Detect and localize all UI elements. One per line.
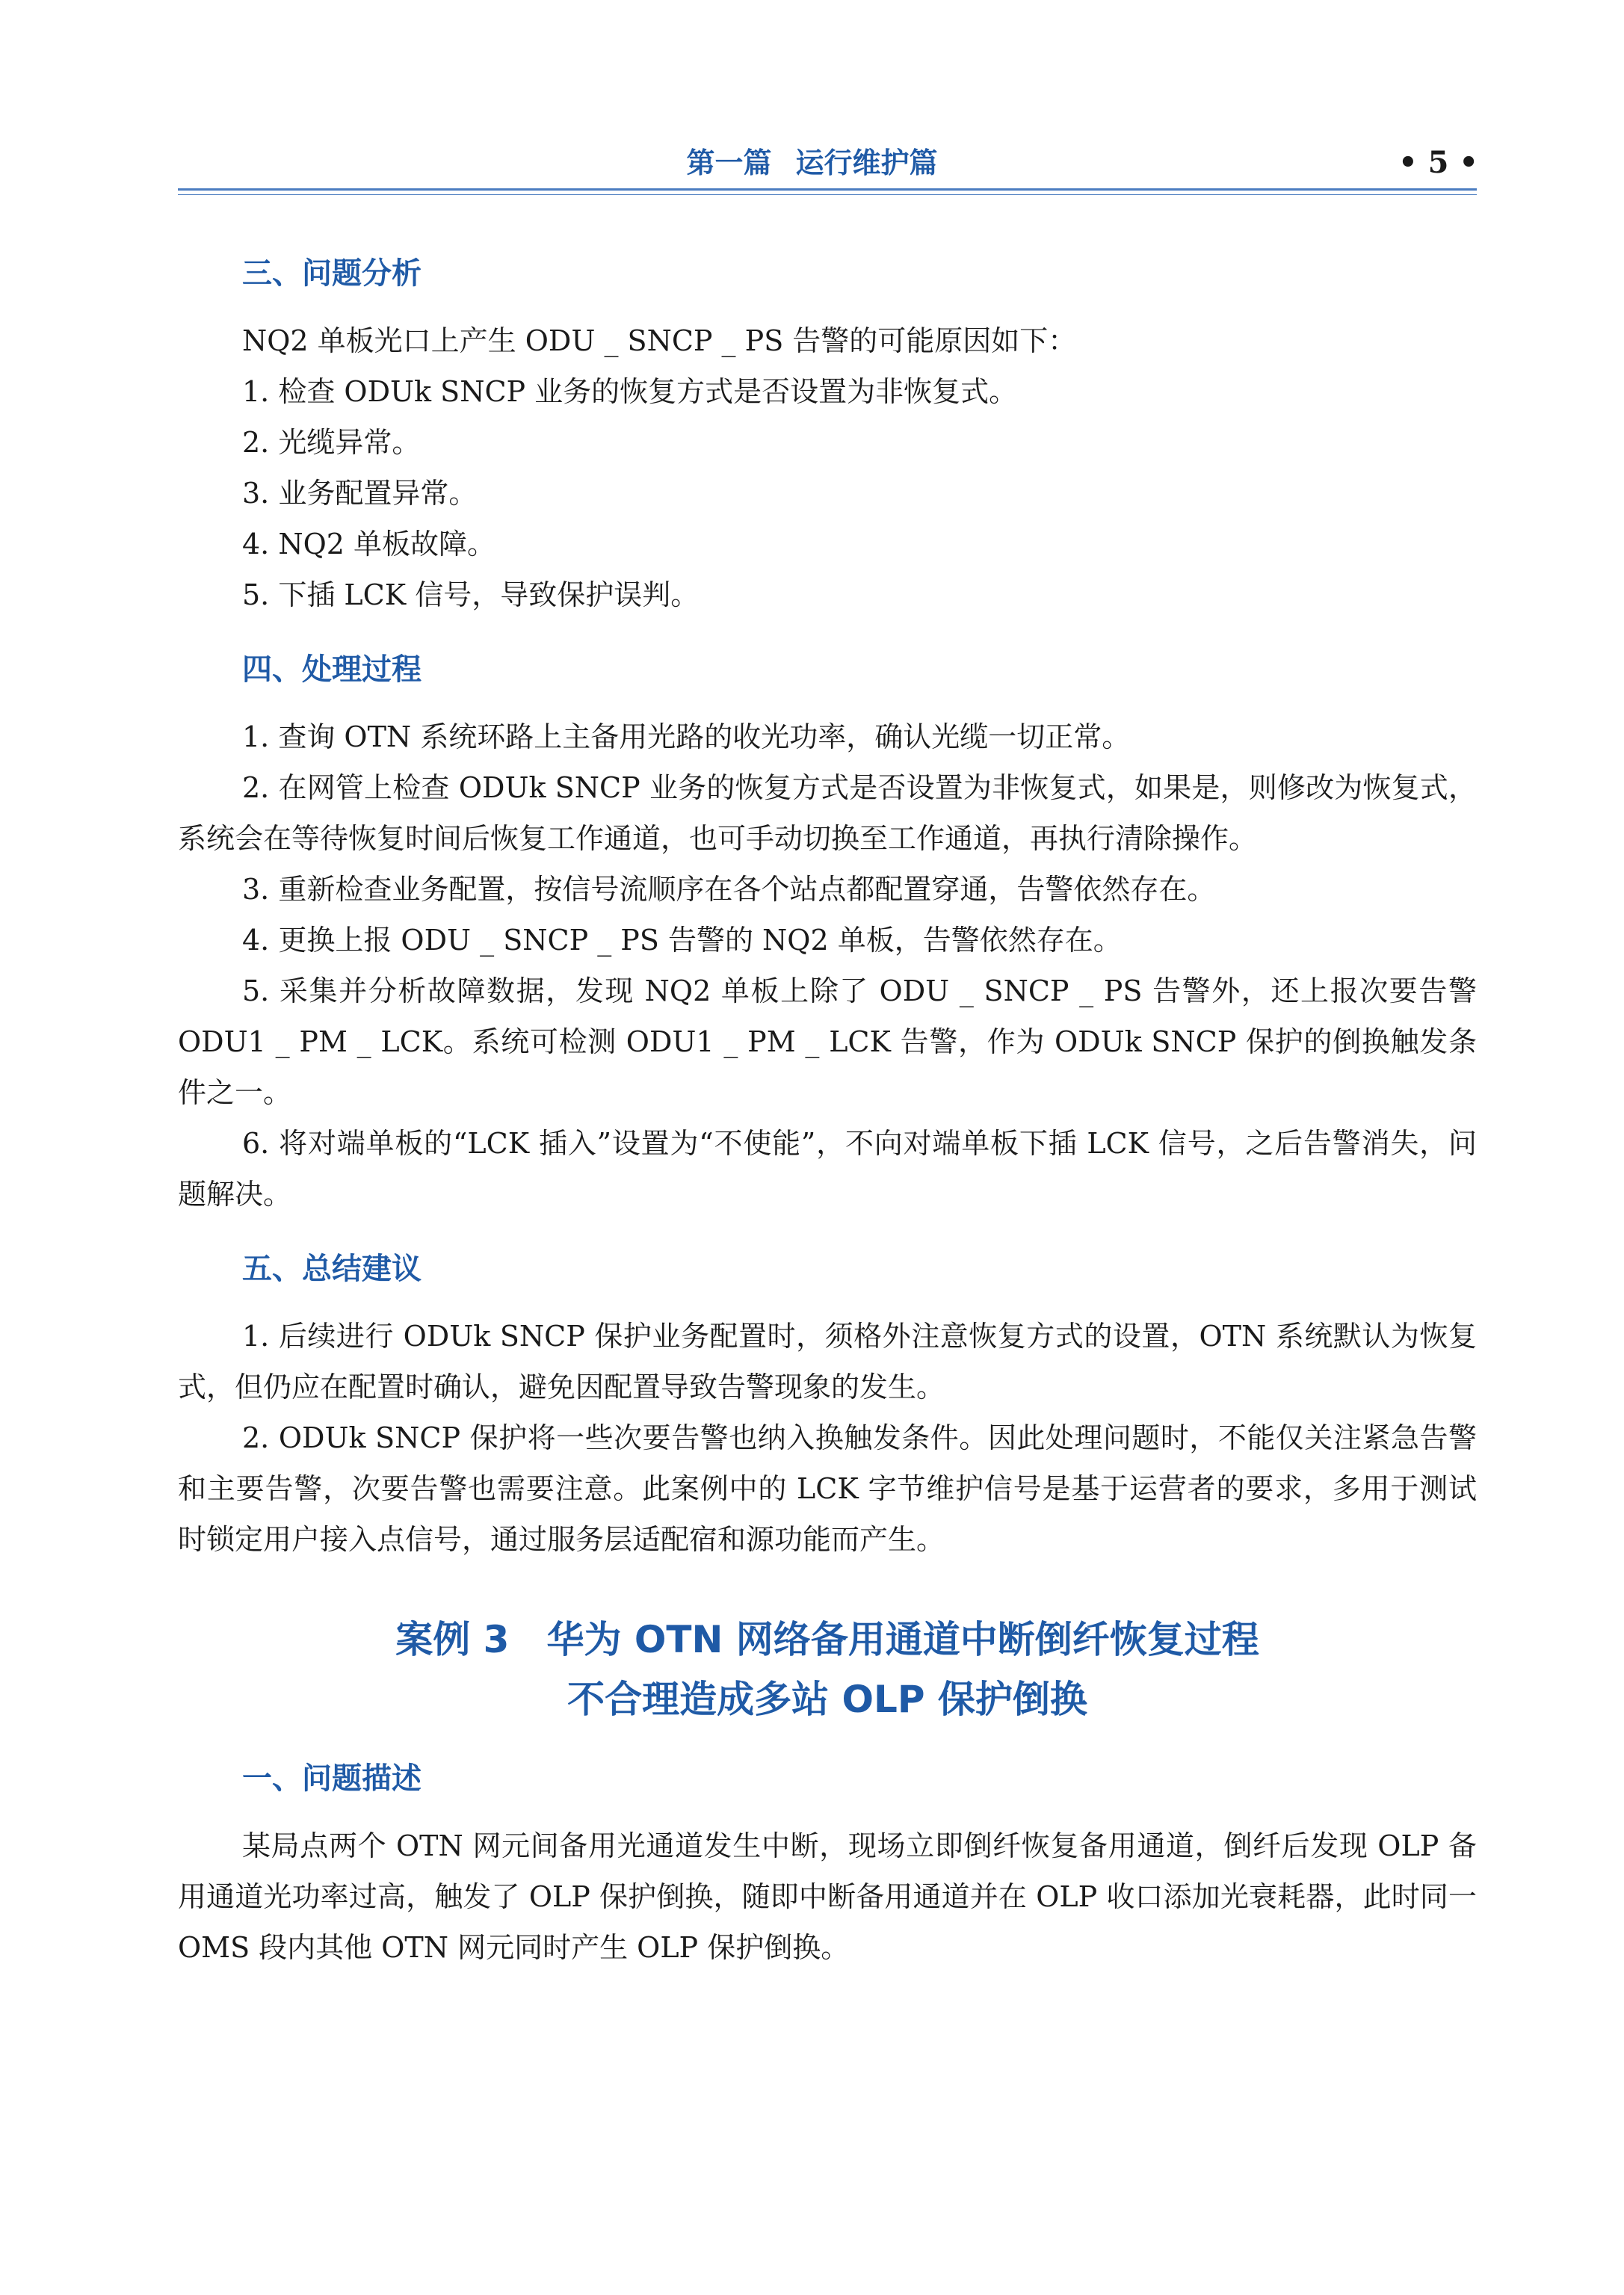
analysis-intro: NQ2 单板光口上产生 ODU _ SNCP _ PS 告警的可能原因如下： — [242, 324, 1077, 357]
case-title-line-2: 不合理造成多站 OLP 保护倒换 — [567, 1678, 1087, 1721]
summary-item-2: 2. ODUk SNCP 保护将一些次要告警也纳入换触发条件。因此处理问题时，不能仅关注紧急告警和主要告警，次要告警也需要注意。此案例中的 LCK 字节维护信号是基于运营者的要求，多用于测试时锁定用户接入点信号，通过服务层适配宿和源功能而产生。 — [178, 1421, 1477, 1556]
process-item-6: 6. 将对端单板的“LCK 插入”设置为“不使能”，不向对端单板下插 LCK 信号，之后告警消失，问题解决。 — [178, 1127, 1477, 1211]
analysis-item-4: 4. NQ2 单板故障。 — [242, 528, 495, 560]
page-number: • 5 • — [1398, 145, 1478, 180]
analysis-item-3: 3. 业务配置异常。 — [242, 477, 478, 510]
process-item-2: 2. 在网管上检查 ODUk SNCP 业务的恢复方式是否设置为非恢复式，如果是，则修改为恢复式，系统会在等待恢复时间后恢复工作通道，也可手动切换至工作通道，再执行清除操作。 — [178, 771, 1477, 855]
section-heading-analysis: 三、问题分析 — [242, 256, 422, 291]
section-heading-process: 四、处理过程 — [242, 652, 422, 687]
analysis-item-2: 2. 光缆异常。 — [242, 426, 421, 459]
analysis-item-1: 1. 检查 ODUk SNCP 业务的恢复方式是否设置为非恢复式。 — [242, 375, 1018, 408]
case-title — [178, 1610, 1477, 1729]
header-rule-thick — [178, 188, 1477, 191]
case-title-line-1: 案例 3 华为 OTN 网络备用通道中断倒纤恢复过程 — [395, 1618, 1259, 1661]
analysis-item-5: 5. 下插 LCK 信号，导致保护误判。 — [242, 578, 700, 611]
header-part: 第一篇 — [686, 146, 772, 179]
process-item-3: 3. 重新检查业务配置，按信号流顺序在各个站点都配置穿通，告警依然存在。 — [242, 873, 1216, 906]
running-header — [0, 142, 1624, 184]
process-item-4: 4. 更换上报 ODU _ SNCP _ PS 告警的 NQ2 单板，告警依然存在。 — [242, 924, 1122, 957]
process-item-5: 5. 采集并分析故障数据，发现 NQ2 单板上除了 ODU _ SNCP _ PS 告警外，还上报次要告警 ODU1 _ PM _ LCK。系统可检测 ODU1 _ PM _ LCK 告警，作为 ODUk SNCP 保护的倒换触发条件之一。 — [178, 974, 1477, 1109]
process-item-1: 1. 查询 OTN 系统环路上主备用光路的收光功率，确认光缆一切正常。 — [242, 720, 1131, 753]
header-rule-thin — [178, 194, 1477, 195]
section-heading-description: 一、问题描述 — [242, 1761, 422, 1796]
page-body — [178, 224, 1477, 1973]
header-chapter: 运行维护篇 — [795, 146, 938, 179]
description-text: 某局点两个 OTN 网元间备用光通道发生中断，现场立即倒纤恢复备用通道，倒纤后发现 OLP 备用通道光功率过高，触发了 OLP 保护倒换，随即中断备用通道并在 OLP 收口添加光衰耗器，此时同一 OMS 段内其他 OTN 网元同时产生 OLP 保护倒换。 — [178, 1829, 1477, 1964]
summary-item-1: 1. 后续进行 ODUk SNCP 保护业务配置时，须格外注意恢复方式的设置，OTN 系统默认为恢复式，但仍应在配置时确认，避免因配置导致告警现象的发生。 — [178, 1320, 1477, 1403]
section-heading-summary: 五、总结建议 — [242, 1252, 422, 1286]
